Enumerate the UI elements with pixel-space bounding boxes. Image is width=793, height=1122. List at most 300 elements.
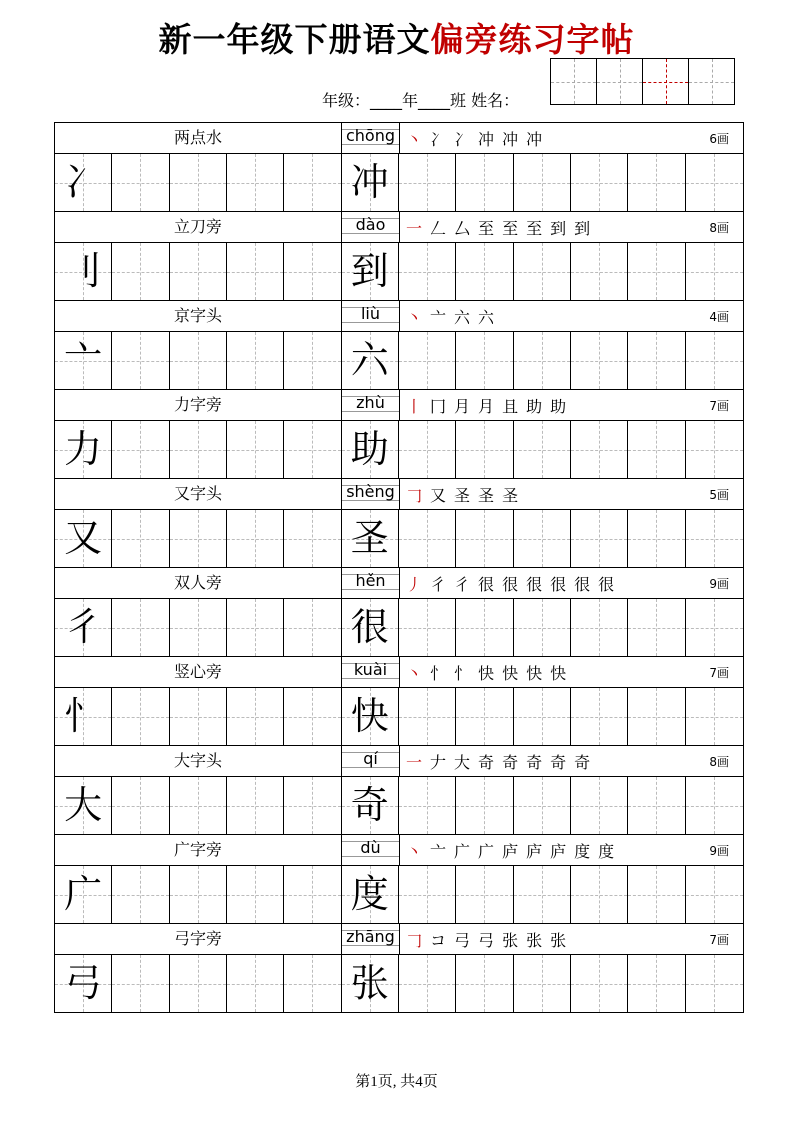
stroke-step: 至 xyxy=(526,218,543,238)
writing-cell[interactable] xyxy=(112,332,169,389)
writing-cell[interactable] xyxy=(456,510,513,567)
stroke-step: 广 xyxy=(454,841,471,861)
radical-name: 弓字旁 xyxy=(55,924,342,954)
block-header xyxy=(55,123,743,154)
stroke-count: 8画 xyxy=(709,754,729,769)
radical-name: 广字旁 xyxy=(55,835,342,865)
example-char: 助 xyxy=(350,427,389,471)
writing-cell[interactable] xyxy=(514,243,571,300)
stroke-step: 彳 xyxy=(430,574,447,594)
stroke-step: コ xyxy=(430,930,447,950)
example-char: 冲 xyxy=(350,160,389,204)
writing-cell[interactable] xyxy=(628,866,685,923)
writing-cell[interactable] xyxy=(628,421,685,478)
stroke-step: 冲 xyxy=(526,129,543,149)
stroke-count: 9画 xyxy=(709,843,729,858)
stroke-step: 圣 xyxy=(454,485,471,505)
radical-char: 冫 xyxy=(64,160,103,204)
writing-cell[interactable] xyxy=(514,688,571,745)
stroke-step: 很 xyxy=(502,574,519,594)
stroke-count: 7画 xyxy=(709,932,729,947)
title-red: 偏旁练习字帖 xyxy=(430,20,635,59)
writing-cell[interactable] xyxy=(342,510,399,567)
writing-cell[interactable] xyxy=(456,777,513,834)
writing-cell[interactable] xyxy=(456,332,513,389)
radical-name: 双人旁 xyxy=(55,568,342,598)
stroke-step: 冂 xyxy=(430,396,447,416)
stroke-step: 冫 xyxy=(454,129,471,149)
writing-cell[interactable] xyxy=(514,777,571,834)
writing-cell[interactable] xyxy=(399,421,456,478)
stroke-step: 圣 xyxy=(478,485,495,505)
stroke-step: 很 xyxy=(526,574,543,594)
stroke-step: 月 xyxy=(454,396,471,416)
radical-name: 京字头 xyxy=(55,301,342,331)
stroke-step: 月 xyxy=(478,396,495,416)
writing-cell[interactable] xyxy=(399,955,456,1012)
student-info-line: 年级：____年____班 姓名： xyxy=(322,91,520,110)
writing-cell[interactable] xyxy=(55,955,112,1012)
writing-cell[interactable] xyxy=(628,243,685,300)
practice-block xyxy=(55,924,743,1012)
writing-cell[interactable] xyxy=(284,866,341,923)
example-char: 奇 xyxy=(350,783,389,827)
example-char: 快 xyxy=(350,694,389,738)
writing-cell[interactable] xyxy=(284,332,341,389)
writing-cell[interactable] xyxy=(686,599,743,656)
name-cell[interactable] xyxy=(551,59,597,104)
writing-cell[interactable] xyxy=(686,866,743,923)
example-char: 六 xyxy=(350,338,389,382)
block-header xyxy=(55,212,743,243)
stroke-step: 一 xyxy=(406,218,423,238)
radical-char: 广 xyxy=(64,872,103,916)
radical-char: 亠 xyxy=(64,338,103,382)
writing-cell[interactable] xyxy=(170,243,227,300)
stroke-step: 快 xyxy=(478,663,495,683)
pinyin xyxy=(342,479,400,509)
radical-char: 刂 xyxy=(64,249,103,293)
stroke-order xyxy=(400,390,743,420)
writing-cell[interactable] xyxy=(628,154,685,211)
writing-cell[interactable] xyxy=(112,866,169,923)
stroke-step: 圣 xyxy=(502,485,519,505)
writing-cell[interactable] xyxy=(170,688,227,745)
writing-cell[interactable] xyxy=(628,332,685,389)
stroke-order xyxy=(400,924,743,954)
stroke-step: 很 xyxy=(550,574,567,594)
name-box[interactable] xyxy=(550,58,735,105)
writing-cell[interactable] xyxy=(284,955,341,1012)
stroke-step: 广 xyxy=(478,841,495,861)
practice-block xyxy=(55,212,743,301)
stroke-step: 快 xyxy=(550,663,567,683)
writing-cell[interactable] xyxy=(628,955,685,1012)
stroke-step: 厶 xyxy=(454,218,471,238)
writing-cell[interactable] xyxy=(227,777,284,834)
writing-row xyxy=(55,421,743,478)
writing-cell[interactable] xyxy=(170,510,227,567)
stroke-step: 𠂇 xyxy=(430,752,447,772)
practice-block xyxy=(55,568,743,657)
writing-cell[interactable] xyxy=(227,599,284,656)
practice-block xyxy=(55,123,743,212)
writing-cell[interactable] xyxy=(112,510,169,567)
pinyin xyxy=(342,301,400,331)
example-char: 度 xyxy=(350,872,389,916)
stroke-step: 𠃌 xyxy=(406,930,423,950)
block-header xyxy=(55,835,743,866)
writing-cell[interactable] xyxy=(456,421,513,478)
writing-cell[interactable] xyxy=(342,955,399,1012)
stroke-step: 奇 xyxy=(550,752,567,772)
stroke-order xyxy=(400,835,743,865)
writing-cell[interactable] xyxy=(342,421,399,478)
radical-name: 竖心旁 xyxy=(55,657,342,687)
pinyin xyxy=(342,835,400,865)
writing-cell[interactable] xyxy=(55,688,112,745)
writing-cell[interactable] xyxy=(284,421,341,478)
pinyin-text: zhāng xyxy=(346,927,395,946)
block-header xyxy=(55,746,743,777)
writing-cell[interactable] xyxy=(399,688,456,745)
writing-cell[interactable] xyxy=(399,332,456,389)
name-cell[interactable] xyxy=(597,59,643,104)
stroke-step: 张 xyxy=(502,930,519,950)
radical-char: 大 xyxy=(64,783,103,827)
writing-cell[interactable] xyxy=(284,154,341,211)
writing-cell[interactable] xyxy=(112,777,169,834)
stroke-step: 冲 xyxy=(478,129,495,149)
stroke-step: 亠 xyxy=(430,841,447,861)
pinyin-text: dào xyxy=(355,215,386,234)
writing-cell[interactable] xyxy=(170,777,227,834)
radical-char: 力 xyxy=(64,427,103,471)
writing-cell[interactable] xyxy=(514,421,571,478)
writing-cell[interactable] xyxy=(571,599,628,656)
writing-cell[interactable] xyxy=(170,421,227,478)
writing-row xyxy=(55,866,743,923)
stroke-step: 很 xyxy=(478,574,495,594)
block-header xyxy=(55,390,743,421)
writing-cell[interactable] xyxy=(686,688,743,745)
writing-row xyxy=(55,955,743,1012)
writing-row xyxy=(55,243,743,300)
writing-row xyxy=(55,599,743,656)
stroke-order xyxy=(400,301,743,331)
writing-cell[interactable] xyxy=(112,955,169,1012)
stroke-step: 奇 xyxy=(502,752,519,772)
stroke-step: 庐 xyxy=(526,841,543,861)
writing-cell[interactable] xyxy=(112,154,169,211)
pinyin xyxy=(342,746,400,776)
stroke-step: 忄 xyxy=(430,663,447,683)
page-footer: 第1页, 共4页 xyxy=(355,1074,438,1090)
writing-cell[interactable] xyxy=(571,243,628,300)
radical-name: 力字旁 xyxy=(55,390,342,420)
writing-cell[interactable] xyxy=(342,866,399,923)
writing-cell[interactable] xyxy=(170,332,227,389)
writing-cell[interactable] xyxy=(686,421,743,478)
stroke-step: 度 xyxy=(598,841,615,861)
block-header xyxy=(55,657,743,688)
stroke-order xyxy=(400,212,743,242)
writing-cell[interactable] xyxy=(227,421,284,478)
radical-name: 两点水 xyxy=(55,123,342,153)
writing-cell[interactable] xyxy=(628,777,685,834)
stroke-step: 庐 xyxy=(550,841,567,861)
stroke-step: 丶 xyxy=(406,663,423,683)
writing-cell[interactable] xyxy=(456,955,513,1012)
name-cell[interactable] xyxy=(643,59,689,104)
pinyin xyxy=(342,212,400,242)
example-char: 很 xyxy=(350,605,389,649)
writing-cell[interactable] xyxy=(55,243,112,300)
stroke-step: 冲 xyxy=(502,129,519,149)
writing-cell[interactable] xyxy=(571,866,628,923)
writing-cell[interactable] xyxy=(571,777,628,834)
pinyin xyxy=(342,657,400,687)
stroke-step: 一 xyxy=(406,752,423,772)
writing-cell[interactable] xyxy=(399,777,456,834)
stroke-step: 𠃋 xyxy=(430,218,447,238)
writing-cell[interactable] xyxy=(342,599,399,656)
writing-cell[interactable] xyxy=(55,421,112,478)
writing-cell[interactable] xyxy=(227,332,284,389)
writing-cell[interactable] xyxy=(399,154,456,211)
stroke-order xyxy=(400,746,743,776)
writing-cell[interactable] xyxy=(112,243,169,300)
pinyin xyxy=(342,123,400,153)
stroke-order xyxy=(400,479,743,509)
stroke-count: 4画 xyxy=(709,309,729,324)
stroke-order xyxy=(400,657,743,687)
stroke-step: 快 xyxy=(502,663,519,683)
pinyin xyxy=(342,568,400,598)
stroke-step: 度 xyxy=(574,841,591,861)
writing-cell[interactable] xyxy=(227,955,284,1012)
pinyin-text: chōng xyxy=(345,126,396,145)
stroke-count: 5画 xyxy=(709,487,729,502)
stroke-step: 张 xyxy=(526,930,543,950)
stroke-step: 快 xyxy=(526,663,543,683)
writing-cell[interactable] xyxy=(342,154,399,211)
writing-cell[interactable] xyxy=(227,866,284,923)
writing-cell[interactable] xyxy=(55,332,112,389)
stroke-step: 弓 xyxy=(454,930,471,950)
practice-block xyxy=(55,479,743,568)
writing-cell[interactable] xyxy=(112,688,169,745)
writing-cell[interactable] xyxy=(342,243,399,300)
stroke-step: 丶 xyxy=(406,307,423,327)
example-char: 张 xyxy=(350,961,389,1005)
page-title xyxy=(0,14,793,61)
writing-cell[interactable] xyxy=(571,154,628,211)
practice-block xyxy=(55,835,743,924)
writing-cell[interactable] xyxy=(456,154,513,211)
writing-cell[interactable] xyxy=(571,688,628,745)
writing-cell[interactable] xyxy=(170,599,227,656)
stroke-step: 丿 xyxy=(406,574,423,594)
writing-cell[interactable] xyxy=(456,599,513,656)
example-char: 到 xyxy=(350,249,389,293)
writing-cell[interactable] xyxy=(456,243,513,300)
writing-cell[interactable] xyxy=(55,866,112,923)
writing-row xyxy=(55,154,743,211)
stroke-step: 奇 xyxy=(478,752,495,772)
pinyin-text: qí xyxy=(363,749,378,768)
pinyin-text: shèng xyxy=(346,482,395,501)
writing-cell[interactable] xyxy=(456,866,513,923)
writing-row xyxy=(55,510,743,567)
pinyin-text: dù xyxy=(360,838,381,857)
writing-cell[interactable] xyxy=(686,243,743,300)
stroke-step: 𠃌 xyxy=(406,485,423,505)
block-header xyxy=(55,568,743,599)
writing-cell[interactable] xyxy=(284,688,341,745)
stroke-step: 大 xyxy=(454,752,471,772)
stroke-step: 奇 xyxy=(574,752,591,772)
stroke-step: 很 xyxy=(574,574,591,594)
writing-cell[interactable] xyxy=(170,154,227,211)
stroke-step: 很 xyxy=(598,574,615,594)
writing-cell[interactable] xyxy=(170,866,227,923)
writing-cell[interactable] xyxy=(456,688,513,745)
stroke-step: 彳 xyxy=(454,574,471,594)
stroke-count: 7画 xyxy=(709,398,729,413)
writing-cell[interactable] xyxy=(112,599,169,656)
radical-name: 大字头 xyxy=(55,746,342,776)
writing-cell[interactable] xyxy=(227,510,284,567)
stroke-step: 忄 xyxy=(454,663,471,683)
stroke-step: 六 xyxy=(478,307,495,327)
stroke-step: 冫 xyxy=(430,129,447,149)
writing-cell[interactable] xyxy=(227,154,284,211)
pinyin-text: hěn xyxy=(355,571,386,590)
stroke-step: 奇 xyxy=(526,752,543,772)
stroke-step: 助 xyxy=(526,396,543,416)
stroke-step: 张 xyxy=(550,930,567,950)
writing-row xyxy=(55,688,743,745)
stroke-step: 弓 xyxy=(478,930,495,950)
writing-cell[interactable] xyxy=(112,421,169,478)
writing-cell[interactable] xyxy=(514,599,571,656)
writing-row xyxy=(55,777,743,834)
writing-cell[interactable] xyxy=(55,599,112,656)
stroke-step: 至 xyxy=(478,218,495,238)
title-black: 新一年级下册语文 xyxy=(158,20,431,59)
writing-cell[interactable] xyxy=(55,510,112,567)
writing-cell[interactable] xyxy=(55,777,112,834)
pinyin xyxy=(342,924,400,954)
writing-cell[interactable] xyxy=(686,955,743,1012)
writing-cell[interactable] xyxy=(571,510,628,567)
pinyin-text: liù xyxy=(360,304,381,323)
stroke-count: 8画 xyxy=(709,220,729,235)
writing-cell[interactable] xyxy=(628,510,685,567)
name-cell[interactable] xyxy=(689,59,734,104)
stroke-step: 丶 xyxy=(406,841,423,861)
stroke-step: 六 xyxy=(454,307,471,327)
example-char: 圣 xyxy=(350,516,389,560)
block-header xyxy=(55,301,743,332)
writing-cell[interactable] xyxy=(170,955,227,1012)
writing-cell[interactable] xyxy=(571,332,628,389)
stroke-step: 至 xyxy=(502,218,519,238)
radical-char: 弓 xyxy=(64,961,103,1005)
writing-cell[interactable] xyxy=(514,154,571,211)
stroke-count: 9画 xyxy=(709,576,729,591)
writing-cell[interactable] xyxy=(284,599,341,656)
practice-block xyxy=(55,746,743,835)
writing-cell[interactable] xyxy=(514,866,571,923)
stroke-step: 庐 xyxy=(502,841,519,861)
radical-char: 又 xyxy=(64,516,103,560)
writing-cell[interactable] xyxy=(399,510,456,567)
stroke-step: 且 xyxy=(502,396,519,416)
stroke-count: 7画 xyxy=(709,665,729,680)
pinyin-text: kuài xyxy=(353,660,388,679)
writing-cell[interactable] xyxy=(686,510,743,567)
writing-cell[interactable] xyxy=(399,866,456,923)
writing-cell[interactable] xyxy=(686,154,743,211)
stroke-step: 亠 xyxy=(430,307,447,327)
stroke-step: 又 xyxy=(430,485,447,505)
writing-cell[interactable] xyxy=(514,332,571,389)
stroke-step: 助 xyxy=(550,396,567,416)
writing-cell[interactable] xyxy=(686,332,743,389)
stroke-step: 丨 xyxy=(406,396,423,416)
writing-cell[interactable] xyxy=(571,421,628,478)
practice-block xyxy=(55,657,743,746)
stroke-step: 到 xyxy=(574,218,591,238)
block-header xyxy=(55,924,743,955)
writing-cell[interactable] xyxy=(628,599,685,656)
practice-block xyxy=(55,301,743,390)
radical-name: 立刀旁 xyxy=(55,212,342,242)
writing-cell[interactable] xyxy=(686,777,743,834)
radical-char: 彳 xyxy=(64,605,103,649)
writing-cell[interactable] xyxy=(399,243,456,300)
stroke-order xyxy=(400,568,743,598)
pinyin xyxy=(342,390,400,420)
writing-cell[interactable] xyxy=(514,955,571,1012)
pinyin-text: zhù xyxy=(356,393,385,412)
writing-cell[interactable] xyxy=(571,955,628,1012)
stroke-step: 丶 xyxy=(406,129,423,149)
writing-cell[interactable] xyxy=(227,688,284,745)
practice-table xyxy=(54,122,744,1013)
writing-row xyxy=(55,332,743,389)
writing-cell[interactable] xyxy=(284,510,341,567)
stroke-step: 到 xyxy=(550,218,567,238)
stroke-order xyxy=(400,123,743,153)
writing-cell[interactable] xyxy=(342,688,399,745)
writing-cell[interactable] xyxy=(342,332,399,389)
writing-cell[interactable] xyxy=(628,688,685,745)
stroke-count: 6画 xyxy=(709,131,729,146)
practice-block xyxy=(55,390,743,479)
radical-char: 忄 xyxy=(64,694,103,738)
writing-cell[interactable] xyxy=(342,777,399,834)
writing-cell[interactable] xyxy=(55,154,112,211)
writing-cell[interactable] xyxy=(514,510,571,567)
block-header xyxy=(55,479,743,510)
writing-cell[interactable] xyxy=(284,243,341,300)
writing-cell[interactable] xyxy=(227,243,284,300)
writing-cell[interactable] xyxy=(284,777,341,834)
writing-cell[interactable] xyxy=(399,599,456,656)
